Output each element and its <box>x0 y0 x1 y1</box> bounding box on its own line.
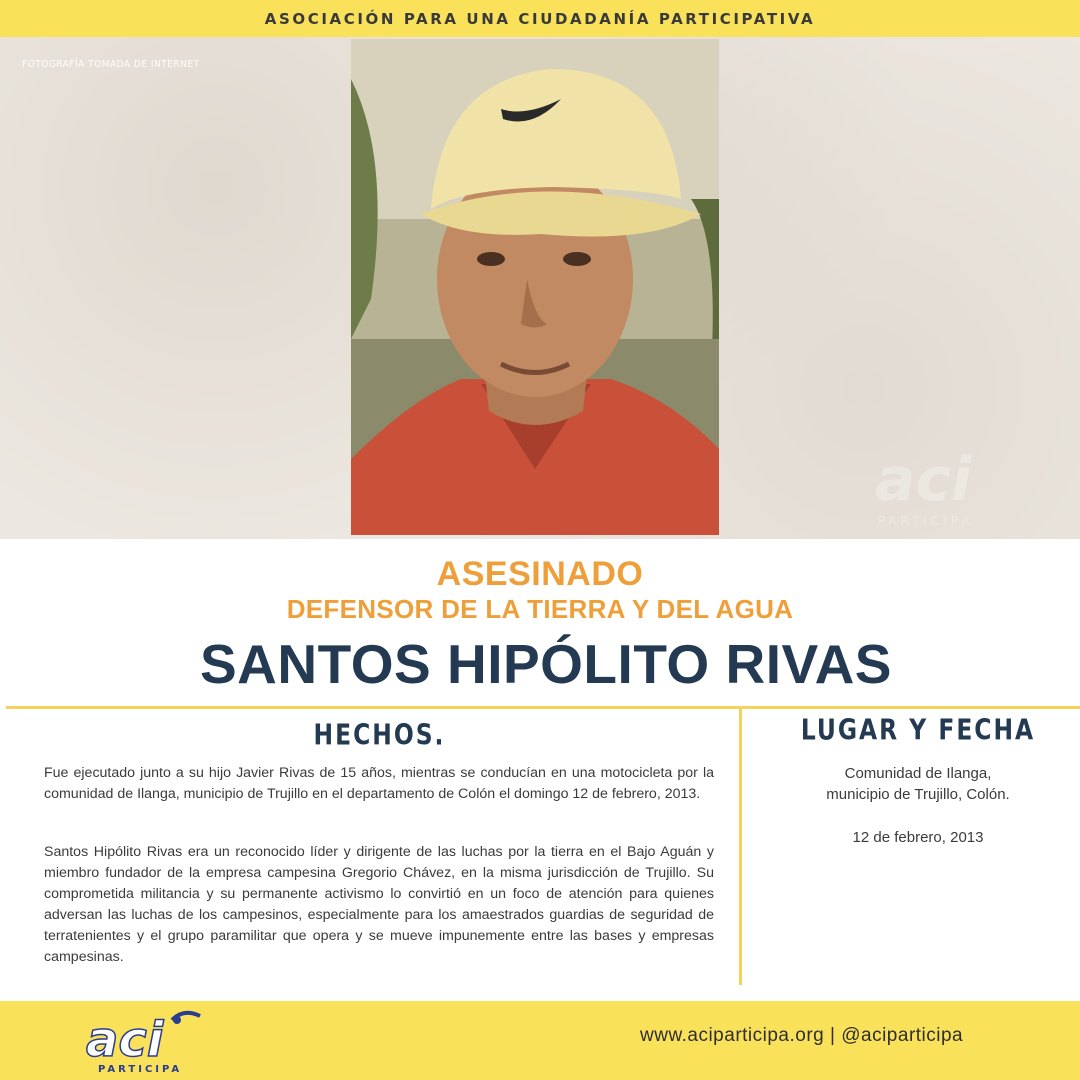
lugar-fecha-title: LUGAR Y FECHA <box>800 714 1036 748</box>
victim-name: SANTOS HIPÓLITO RIVAS <box>200 633 892 695</box>
place-line-1: Comunidad de Ilanga, <box>844 765 992 782</box>
horizontal-divider <box>6 706 1080 709</box>
date-text: 12 de febrero, 2013 <box>852 829 984 846</box>
portrait-photo <box>351 39 719 535</box>
svg-text:PARTICIPA: PARTICIPA <box>878 514 974 528</box>
contact-info[interactable]: www.aciparticipa.org | @aciparticipa <box>640 1025 964 1046</box>
watermark-logo <box>870 435 1000 535</box>
photo-area <box>0 37 1080 539</box>
photo-credit: FOTOGRAFÍA TOMADA DE INTERNET <box>22 59 200 70</box>
hechos-title: HECHOS. <box>313 719 446 753</box>
hechos-paragraph-2: Santos Hipólito Rivas era un reconocido líder y dirigente de las luchas por la tierra en el Bajo Aguán y miembro fundador de la empresa campesina Gregorio Chávez, en la misma jurisdicción de Trujillo. Su comprometida militancia y su permanente activismo lo convirtió en un foco de atención para quienes adversan las luchas de los campesinos, especialmente para los amaestrados guardias de seguridad de terratenientes y el grupo paramilitar que opera y se mueve impunemente entre las bases y empresas campesinas. <box>44 844 714 965</box>
aci-logo <box>80 1006 210 1078</box>
place-text <box>760 763 1076 805</box>
status-heading: ASESINADO <box>436 555 644 593</box>
organization-name: ASOCIACIÓN PARA UNA CIUDADANÍA PARTICIPATIVA <box>264 9 816 28</box>
svg-text:aci: aci <box>875 445 972 515</box>
svg-text:aci: aci <box>86 1012 164 1068</box>
hechos-paragraph-1: Fue ejecutado junto a su hijo Javier Rivas de 15 años, mientras se conducían en una motocicleta por la comunidad de Ilanga, municipio de Trujillo en el departamento de Colón el domingo 12 de febrero, 2013. <box>44 765 714 802</box>
place-line-2: municipio de Trujillo, Colón. <box>826 786 1010 803</box>
top-banner <box>0 0 1080 37</box>
role-heading: DEFENSOR DE LA TIERRA Y DEL AGUA <box>286 594 794 624</box>
svg-text:PARTICIPA: PARTICIPA <box>98 1064 183 1075</box>
